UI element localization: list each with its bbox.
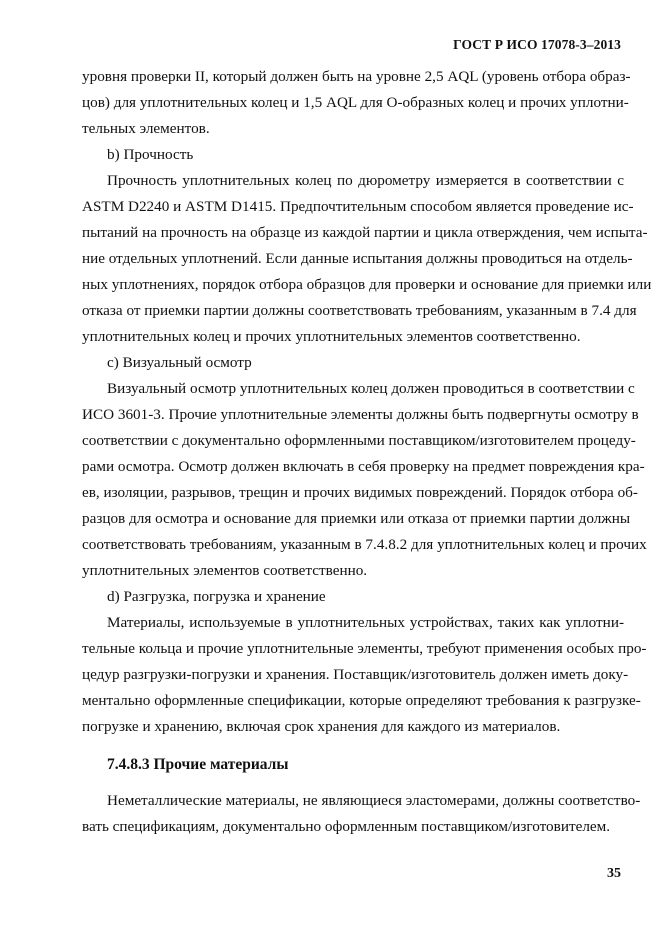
text-line: уплотнительных элементов соответственно. xyxy=(82,562,368,579)
text-line: тельных элементов. xyxy=(82,120,210,137)
text-line: пытаний на прочность на образце из каждой партии и цикла отверждения, чем испыта- xyxy=(82,224,648,241)
text-line: цедур разгрузки-погрузки и хранения. Поставщик/изготовитель должен иметь доку- xyxy=(82,666,629,683)
text-line: соответствовать требованиям, указанным в 7.4.8.2 для уплотнительных колец и прочих xyxy=(82,536,647,553)
text-line: цов) для уплотнительных колец и 1,5 AQL для О-образных колец и прочих уплотни- xyxy=(82,94,629,111)
list-item-heading: b) Прочность xyxy=(107,146,194,163)
standard-header: ГОСТ Р ИСО 17078-3–2013 xyxy=(453,37,621,52)
text-line: Неметаллические материалы, не являющиеся эластомерами, должны соответство- xyxy=(107,792,641,809)
text-line: вать спецификациям, документально оформленным поставщиком/изготовителем. xyxy=(82,818,611,835)
text-line: Прочность уплотнительных колец по дюрометру измеряется в соответствии с xyxy=(107,172,624,189)
text-line: ев, изоляции, разрывов, трещин и прочих видимых повреждений. Порядок отбора об- xyxy=(82,484,638,501)
text-line: Визуальный осмотр уплотнительных колец должен проводиться в соответствии с xyxy=(107,380,635,397)
text-line: Материалы, используемые в уплотнительных устройствах, таких как уплотни- xyxy=(107,614,624,631)
page-number: 35 xyxy=(607,866,621,881)
text-line: рами осмотра. Осмотр должен включать в себя проверку на предмет повреждения кра- xyxy=(82,458,645,475)
text-line: соответствии с документально оформленными поставщиком/изготовителем процеду- xyxy=(82,432,636,449)
text-line: разцов для осмотра и основание для приемки или отказа от приемки партии должны xyxy=(82,510,631,527)
text-line: ментально оформленные спецификации, которые определяют требования к разгрузке- xyxy=(82,692,641,709)
text-line: погрузке и хранению, включая срок хранения для каждого из материалов. xyxy=(82,718,561,735)
section-heading: 7.4.8.3 Прочие материалы xyxy=(107,756,289,773)
text-line: ние отдельных уплотнений. Если данные испытания должны проводиться на отдель- xyxy=(82,250,633,267)
text-line: тельные кольца и прочие уплотнительные элементы, требуют применения особых про- xyxy=(82,640,647,657)
text-line: ИСО 3601-3. Прочие уплотнительные элементы должны быть подвергнуты осмотру в xyxy=(82,406,639,423)
text-line: уровня проверки II, который должен быть на уровне 2,5 AQL (уровень отбора образ- xyxy=(82,68,631,85)
text-line: уплотнительных колец и прочих уплотнительных элементов соответственно. xyxy=(82,328,581,345)
list-item-heading: c) Визуальный осмотр xyxy=(107,354,252,371)
list-item-heading: d) Разгрузка, погрузка и хранение xyxy=(107,588,326,605)
text-line: ASTM D2240 и ASTM D1415. Предпочтительным способом является проведение ис- xyxy=(82,198,634,215)
text-line: отказа от приемки партии должны соответствовать требованиям, указанным в 7.4 для xyxy=(82,302,637,319)
text-line: ных уплотнениях, порядок отбора образцов для проверки и основание для приемки или xyxy=(82,276,652,293)
